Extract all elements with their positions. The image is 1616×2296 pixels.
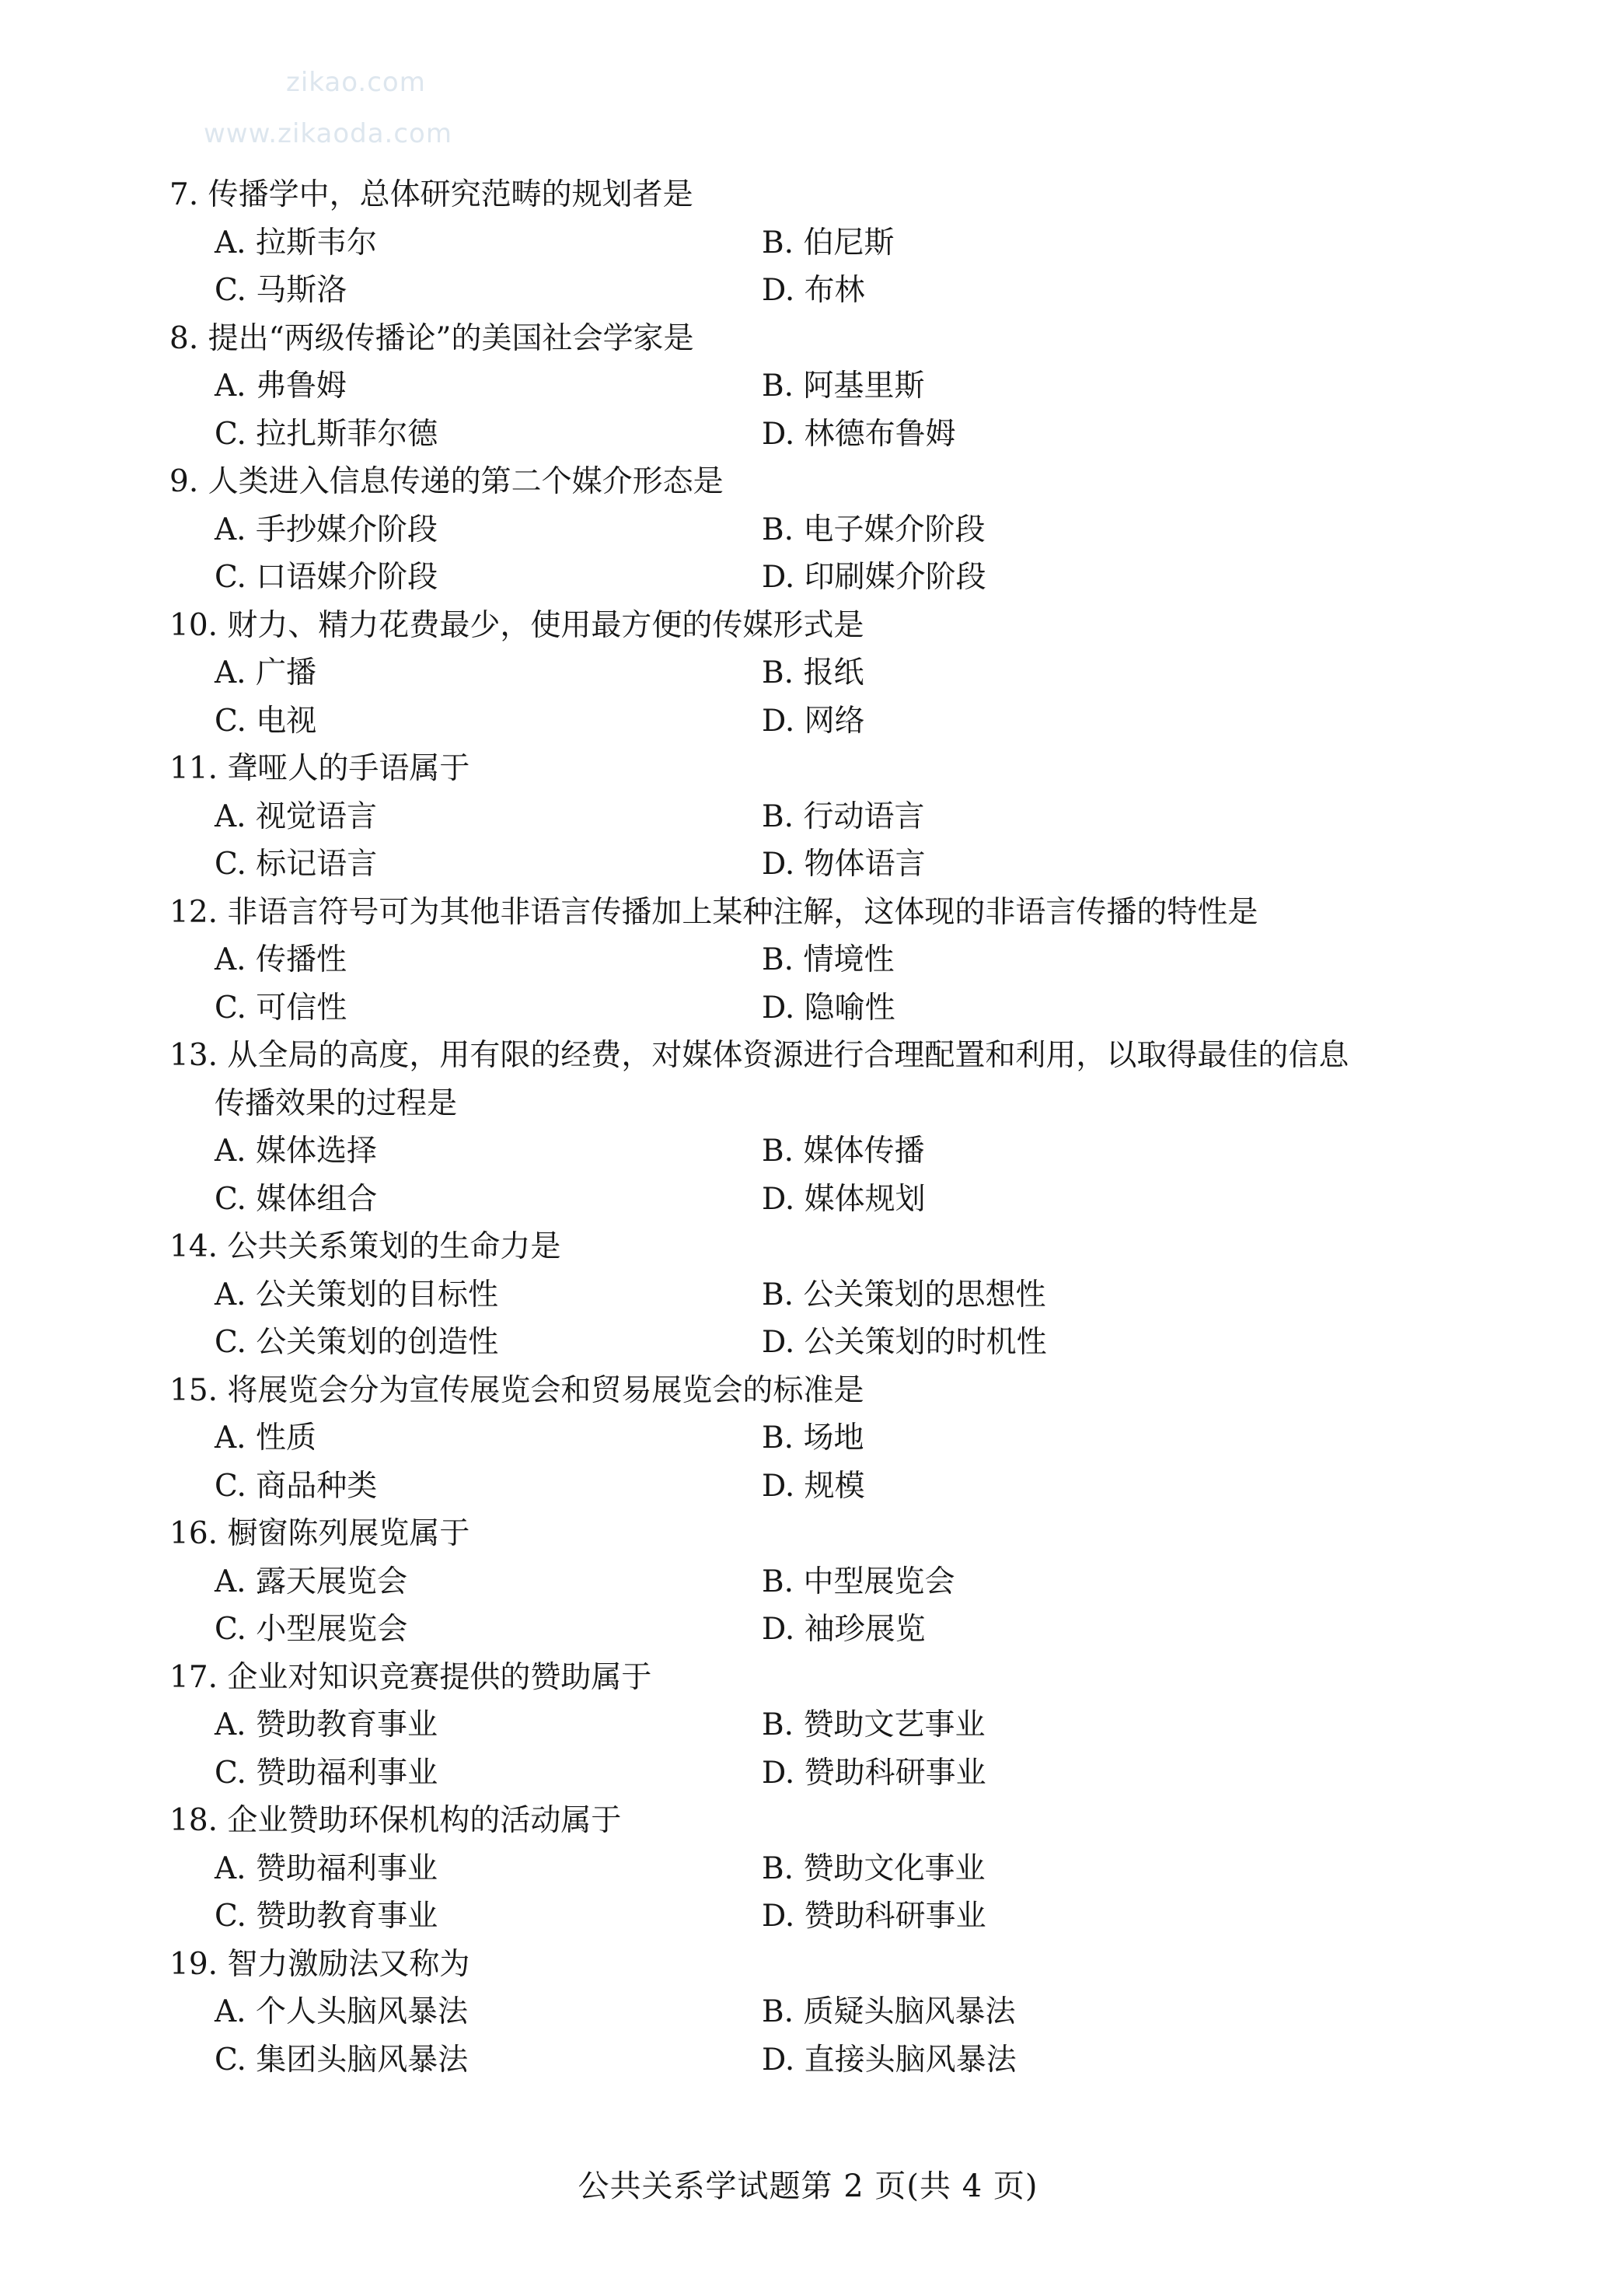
question-8 [169, 315, 1429, 459]
question-14 [169, 1223, 1429, 1367]
option-d: D. 公关策划的时机性 [762, 1325, 1047, 1360]
question-stem: 14. 公共关系策划的生命力是 [169, 1229, 561, 1264]
question-stem: 17. 企业对知识竞赛提供的赞助属于 [169, 1659, 652, 1695]
option-c: C. 集团头脑风暴法 [215, 2042, 469, 2078]
question-12 [169, 889, 1429, 1033]
option-d: D. 隐喻性 [762, 990, 895, 1026]
option-c: C. 公关策划的创造性 [215, 1325, 499, 1360]
option-row [169, 984, 1429, 1033]
option-c: C. 电视 [215, 703, 317, 739]
option-c: C. 商品种类 [215, 1468, 378, 1504]
option-b: B. 中型展览会 [762, 1564, 955, 1599]
question-stem: 19. 智力激励法又称为 [169, 1946, 470, 1982]
option-d: D. 媒体规划 [762, 1181, 926, 1217]
question-7 [169, 171, 1429, 315]
option-row [169, 1127, 1429, 1176]
option-row [169, 1988, 1429, 2036]
option-c: C. 可信性 [215, 990, 347, 1026]
option-row [169, 1176, 1429, 1224]
option-d: D. 直接头脑风暴法 [762, 2042, 1017, 2078]
question-stem: 8. 提出“两级传播论”的美国社会学家是 [169, 320, 694, 356]
option-row [169, 2036, 1429, 2085]
option-a: A. 广播 [215, 655, 316, 690]
option-row [169, 1558, 1429, 1606]
option-row [169, 362, 1429, 411]
option-c: C. 赞助福利事业 [215, 1755, 438, 1791]
option-row [169, 1701, 1429, 1749]
option-d: D. 物体语言 [762, 847, 926, 882]
option-a: A. 公关策划的目标性 [215, 1277, 498, 1312]
option-d: D. 赞助科研事业 [762, 1755, 986, 1791]
option-b: B. 报纸 [762, 655, 864, 690]
option-d: D. 袖珍展览 [762, 1612, 926, 1647]
option-b: B. 赞助文艺事业 [762, 1707, 986, 1742]
option-a: A. 赞助教育事业 [215, 1707, 438, 1742]
option-a: A. 传播性 [215, 942, 347, 977]
question-stem: 12. 非语言符号可为其他非语言传播加上某种注解，这体现的非语言传播的特性是 [169, 894, 1258, 930]
question-stem: 10. 财力、精力花费最少，使用最方便的传媒形式是 [169, 607, 864, 643]
option-c: C. 马斯洛 [215, 273, 347, 308]
option-row [169, 1749, 1429, 1798]
option-d: D. 网络 [762, 703, 865, 739]
question-17 [169, 1654, 1429, 1798]
question-stem: 7. 传播学中，总体研究范畴的规划者是 [169, 177, 693, 212]
option-row [169, 1845, 1429, 1893]
option-a: A. 媒体选择 [215, 1134, 377, 1169]
question-19 [169, 1941, 1429, 2085]
option-a: A. 个人头脑风暴法 [215, 1994, 468, 2029]
question-11 [169, 745, 1429, 889]
question-stem: 15. 将展览会分为宣传展览会和贸易展览会的标准是 [169, 1372, 864, 1408]
option-row [169, 506, 1429, 554]
question-stem: 11. 聋哑人的手语属于 [169, 751, 470, 786]
question-15 [169, 1367, 1429, 1511]
option-d: D. 赞助科研事业 [762, 1899, 986, 1934]
option-b: B. 行动语言 [762, 799, 925, 834]
option-c: C. 拉扎斯菲尔德 [215, 416, 438, 452]
question-18 [169, 1797, 1429, 1941]
option-a: A. 拉斯韦尔 [215, 225, 377, 260]
option-a: A. 弗鲁姆 [215, 369, 347, 404]
question-13 [169, 1032, 1429, 1223]
page-footer: 公共关系学试题第 2 页(共 4 页) [578, 2168, 1038, 2204]
watermark-line-2: www.zikaoda.com [204, 118, 452, 149]
option-c: C. 标记语言 [215, 847, 378, 882]
question-16 [169, 1510, 1429, 1654]
option-c: C. 媒体组合 [215, 1181, 378, 1217]
question-stem: 9. 人类进入信息传递的第二个媒介形态是 [169, 464, 724, 499]
option-b: B. 伯尼斯 [762, 225, 895, 260]
option-c: C. 小型展览会 [215, 1612, 408, 1647]
option-row [169, 267, 1429, 315]
watermark-line-1: zikao.com [286, 67, 426, 98]
option-d: D. 林德布鲁姆 [762, 416, 956, 452]
question-9 [169, 458, 1429, 602]
option-row [169, 219, 1429, 267]
option-b: B. 阿基里斯 [762, 369, 925, 404]
option-row [169, 936, 1429, 984]
option-row [169, 649, 1429, 697]
option-row [169, 1414, 1429, 1463]
option-c: C. 口语媒介阶段 [215, 560, 438, 595]
option-a: A. 手抄媒介阶段 [215, 512, 438, 547]
option-b: B. 媒体传播 [762, 1134, 925, 1169]
option-d: D. 印刷媒介阶段 [762, 560, 986, 595]
option-a: A. 露天展览会 [215, 1564, 407, 1599]
option-a: A. 视觉语言 [215, 799, 377, 834]
option-b: B. 质疑头脑风暴法 [762, 1994, 1016, 2029]
question-stem: 13. 从全局的高度，用有限的经费，对媒体资源进行合理配置和利用，以取得最佳的信息 [169, 1038, 1349, 1073]
question-stem-continued: 传播效果的过程是 [215, 1085, 458, 1121]
option-row [169, 1319, 1429, 1367]
option-row [169, 411, 1429, 459]
question-stem: 18. 企业赞助环保机构的活动属于 [169, 1803, 622, 1838]
option-b: B. 公关策划的思想性 [762, 1277, 1046, 1312]
question-10 [169, 602, 1429, 746]
option-row [169, 1892, 1429, 1941]
option-d: D. 布林 [762, 273, 865, 308]
option-row [169, 554, 1429, 602]
option-row [169, 840, 1429, 889]
option-row [169, 1606, 1429, 1654]
option-b: B. 情境性 [762, 942, 895, 977]
option-c: C. 赞助教育事业 [215, 1899, 438, 1934]
option-d: D. 规模 [762, 1468, 865, 1504]
option-b: B. 赞助文化事业 [762, 1850, 986, 1886]
option-a: A. 性质 [215, 1421, 316, 1456]
option-a: A. 赞助福利事业 [215, 1850, 438, 1886]
option-b: B. 场地 [762, 1421, 864, 1456]
question-stem: 16. 橱窗陈列展览属于 [169, 1516, 470, 1551]
option-row [169, 697, 1429, 746]
option-b: B. 电子媒介阶段 [762, 512, 986, 547]
question-list [169, 171, 1429, 2084]
option-row [169, 1271, 1429, 1319]
option-row [169, 1463, 1429, 1511]
option-row [169, 793, 1429, 841]
